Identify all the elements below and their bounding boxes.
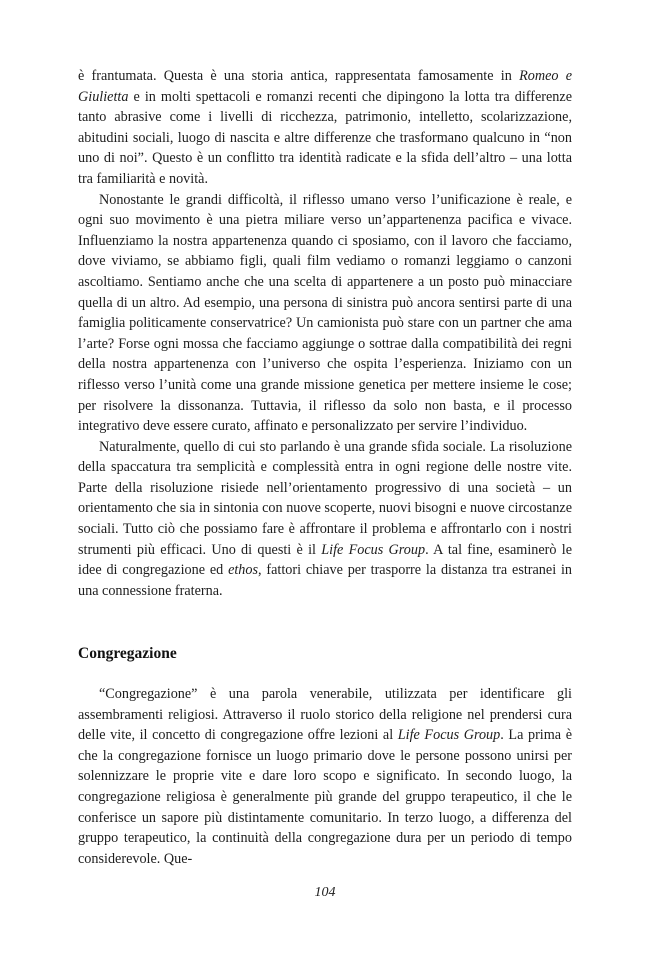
page-body <box>78 66 572 869</box>
paragraph-1: è frantumata. Questa è una storia antica, rappresentata famosamente in Romeo e Giulietta e in molti spettacoli e romanzi recenti che dipingono la lotta tra differenze tanto abrasive come i livelli di ricchezza, patrimonio, intelletto, scolarizzazione, abitudini sociali, luogo di nascita e altre differenze che trasformano qualcuno in “non uno di noi”. Questo è un conflitto tra identità radicate e la sfida dell’altro – una lotta tra familiarità e novità. <box>78 68 572 187</box>
section-heading: Congregazione <box>78 645 177 663</box>
paragraph-2: Nonostante le grandi difficoltà, il riflesso umano verso l’unificazione è reale, e ogni suo movimento è una pietra miliare verso un’appartenenza pacifica e vivace. Influenziamo la nostra appartenenza quando ci sposiamo, con il lavoro che facciamo, dove viviamo, se abbiamo figli, quali film vediamo o romanzi leggiamo o canzoni ascoltiamo. Sentiamo anche che una scelta di appartenere a un posto può minacciare quella di un altro. Ad esempio, una persona di sinistra può ancora sentirsi parte di una famiglia politicamente conservatrice? Un camionista può stare con un partner che ama l’arte? Forse ogni mossa che facciamo aggiunge o sottrae dalla compatibilità dei regni della nostra appartenenza con l’universo che ospita l’esperienza. Iniziamo con un riflesso verso l’unità come una grande missione genetica per mettere insieme le cose; per risolvere la dissonanza. Tuttavia, il riflesso da solo non basta, e il processo integrativo deve essere curato, affinato e personalizzato per servire l’individuo. <box>78 191 572 435</box>
paragraph-3: Naturalmente, quello di cui sto parlando è una grande sfida sociale. La risoluzione della spaccatura tra semplicità e complessità entra in ogni regione delle nostre vite. Parte della risoluzione risiede nell’orientamento progressivo di una società – un orientamento che sia in sintonia con nuove scoperte, nuovi bisogni e nuove circostanze sociali. Tutto ciò che possiamo fare è affrontare il problema e affrontarlo con i nostri strumenti più efficaci. Uno di questi è il Life Focus Group. A tal fine, esaminerò le idee di congregazione ed ethos, fattori chiave per trasporre la distanza tra estranei in una connessione fraterna. <box>78 438 572 599</box>
page-number: 104 <box>314 885 336 900</box>
paragraph-4: “Congregazione” è una parola venerabile, utilizzata per identificare gli assembramenti religiosi. Attraverso il ruolo storico della religione nel prendersi cura delle vite, il concetto di congregazione offre lezioni al Life Focus Group. La prima è che la congregazione fornisce un luogo primario dove le persone possono unirsi per solennizzare le proprie vite e dare loro scopo e significato. In secondo luogo, la congregazione religiosa è generalmente più grande del gruppo terapeutico, il che le conferisce un sapore più distintamente comunitario. In terzo luogo, a differenza del gruppo terapeutico, la continuità della congregazione dura per un periodo di tempo considerevole. Que- <box>78 686 572 867</box>
